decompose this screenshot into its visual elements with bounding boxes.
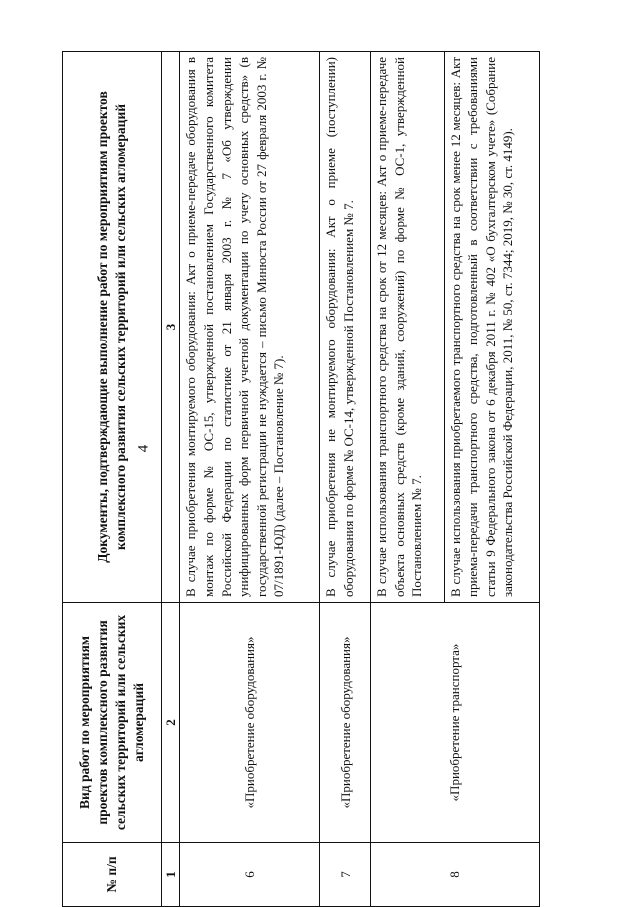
table-header-row [63, 52, 162, 907]
header-work-type: Вид работ по мероприятиям проектов комплексного развития сельских территорий или сельских агломераций [63, 603, 162, 843]
page-number: 4 [135, 444, 152, 453]
row-documents: В случае использования транспортного средства на срок от 12 месяцев: Акт о приеме-передаче объекта основных средств (кроме зданий, сооружений) по форме № ОС-1, утвержденной Постановлением № 7. [371, 52, 444, 603]
row-documents: В случае приобретения монтируемого оборудования: Акт о приеме-передаче оборудования в монтаж по форме № ОС-15, утвержденной постановлением Государственного комитета Российской Федерации по статистике от 21 января 2003 г. № 7 «Об утверждении унифицированных форм первичной учетной документации по учету основных средств» (в государственной регистрации не нуждается – письмо Минюста России от 27 февраля 2003 г. № 07/1891-ЮД) (далее – Постановление № 7). [180, 52, 320, 603]
row-number: 8 [371, 843, 540, 907]
column-number: 2 [161, 603, 180, 843]
row-work-type: «Приобретение оборудования» [320, 603, 371, 843]
header-documents: Документы, подтверждающие выполнение работ по мероприятиям проектов комплексного развития сельских территорий или сельских агломераций [63, 52, 162, 603]
column-number-row [161, 52, 180, 907]
row-work-type: «Приобретение транспорта» [371, 603, 540, 843]
row-work-type: «Приобретение оборудования» [180, 603, 320, 843]
table-row [371, 52, 444, 907]
row-documents: В случае приобретения не монтируемого оборудования: Акт о приеме (поступлении) оборудования по форме № ОС-14, утвержденной Постановлением № 7. [320, 52, 371, 603]
documents-table [62, 51, 540, 907]
rotated-table-container [62, 52, 540, 907]
row-documents: В случае использования приобретаемого транспортного средства на срок менее 12 месяцев: Акт приема-передачи транспортного средства, подготовленный в соответствии с требованиями статьи 9 Федерального закона от 6 декабря 2011 г. № 402 «О бухгалтерском учете» (Собрание законодательства Российской Федерации, 2011, № 50, ст. 7344; 2019, № 30, ст. 4149). [444, 52, 540, 603]
header-number: № п/п [63, 843, 162, 907]
row-number: 7 [320, 843, 371, 907]
table-row [320, 52, 371, 907]
row-number: 6 [180, 843, 320, 907]
table-row [180, 52, 320, 907]
column-number: 3 [161, 52, 180, 603]
column-number: 1 [161, 843, 180, 907]
